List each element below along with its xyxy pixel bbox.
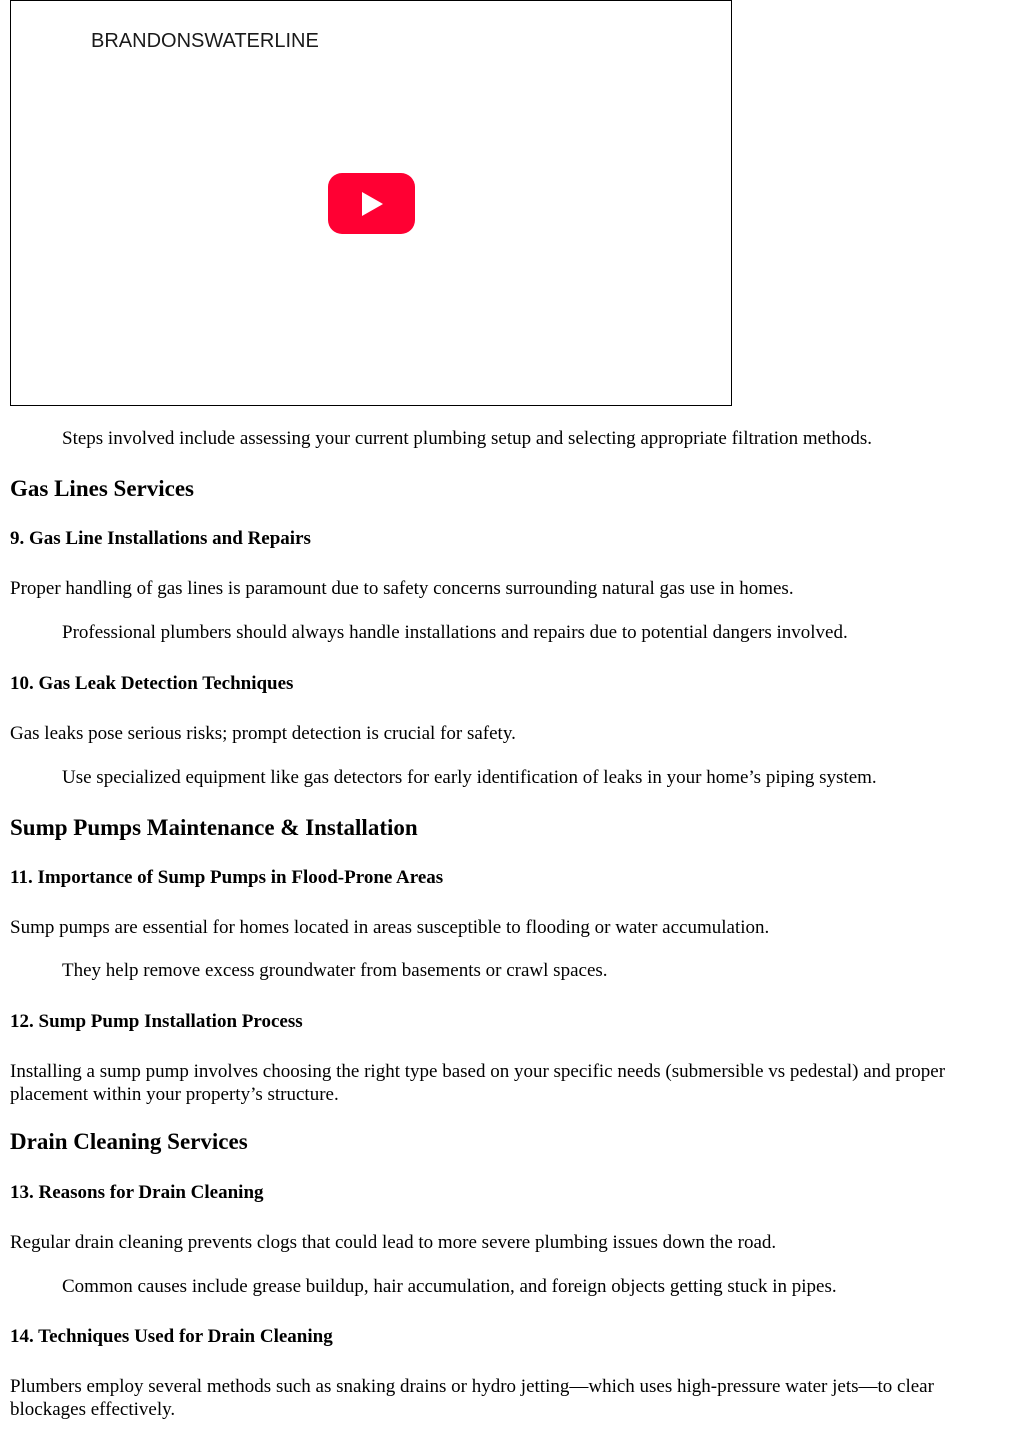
subheading-drain-cleaning-techniques: 14. Techniques Used for Drain Cleaning [10,1326,333,1347]
paragraph-regular-drain-cleaning: Regular drain cleaning prevents clogs that could lead to more severe plumbing issues down the road. [10,1232,777,1253]
subheading-sump-pump-installation: 12. Sump Pump Installation Process [10,1011,303,1032]
paragraph-professional-plumbers: Professional plumbers should always handle installations and repairs due to potential dangers involved. [62,622,848,643]
paragraph-groundwater-removal: They help remove excess groundwater from basements or crawl spaces. [62,960,608,981]
section-heading-drain-cleaning: Drain Cleaning Services [10,1129,248,1154]
video-embed[interactable] [10,0,732,406]
paragraph-gas-detectors: Use specialized equipment like gas detectors for early identification of leaks in your home’s piping system. [62,767,877,788]
section-heading-gas-lines: Gas Lines Services [10,476,194,501]
article-content [10,405,1000,1421]
paragraph-sump-pump-installing: Installing a sump pump involves choosing the right type based on your specific needs (submersible vs pedestal) and proper placement within your property’s structure. [10,1061,946,1105]
paragraph-sump-pumps-essential: Sump pumps are essential for homes located in areas susceptible to flooding or water accumulation. [10,917,770,938]
subheading-gas-leak-detection: 10. Gas Leak Detection Techniques [10,673,294,694]
subheading-gas-line-installations: 9. Gas Line Installations and Repairs [10,528,311,549]
section-heading-sump-pumps: Sump Pumps Maintenance & Installation [10,815,418,840]
paragraph-common-clog-causes: Common causes include grease buildup, hair accumulation, and foreign objects getting stuck in pipes. [62,1276,837,1297]
paragraph-drain-cleaning-methods: Plumbers employ several methods such as snaking drains or hydro jetting—which uses high-pressure water jets—to clear blockages effectively. [10,1376,934,1420]
video-channel-title[interactable]: BRANDONSWATERLINE [91,30,319,52]
subheading-sump-pump-importance: 11. Importance of Sump Pumps in Flood-Prone Areas [10,867,444,888]
play-button[interactable] [328,173,415,234]
play-icon [360,191,384,217]
paragraph-filtration-steps: Steps involved include assessing your current plumbing setup and selecting appropriate filtration methods. [62,428,872,449]
paragraph-gas-leak-risks: Gas leaks pose serious risks; prompt detection is crucial for safety. [10,723,516,744]
paragraph-gas-line-handling: Proper handling of gas lines is paramount due to safety concerns surrounding natural gas use in homes. [10,578,794,599]
subheading-drain-cleaning-reasons: 13. Reasons for Drain Cleaning [10,1182,264,1203]
